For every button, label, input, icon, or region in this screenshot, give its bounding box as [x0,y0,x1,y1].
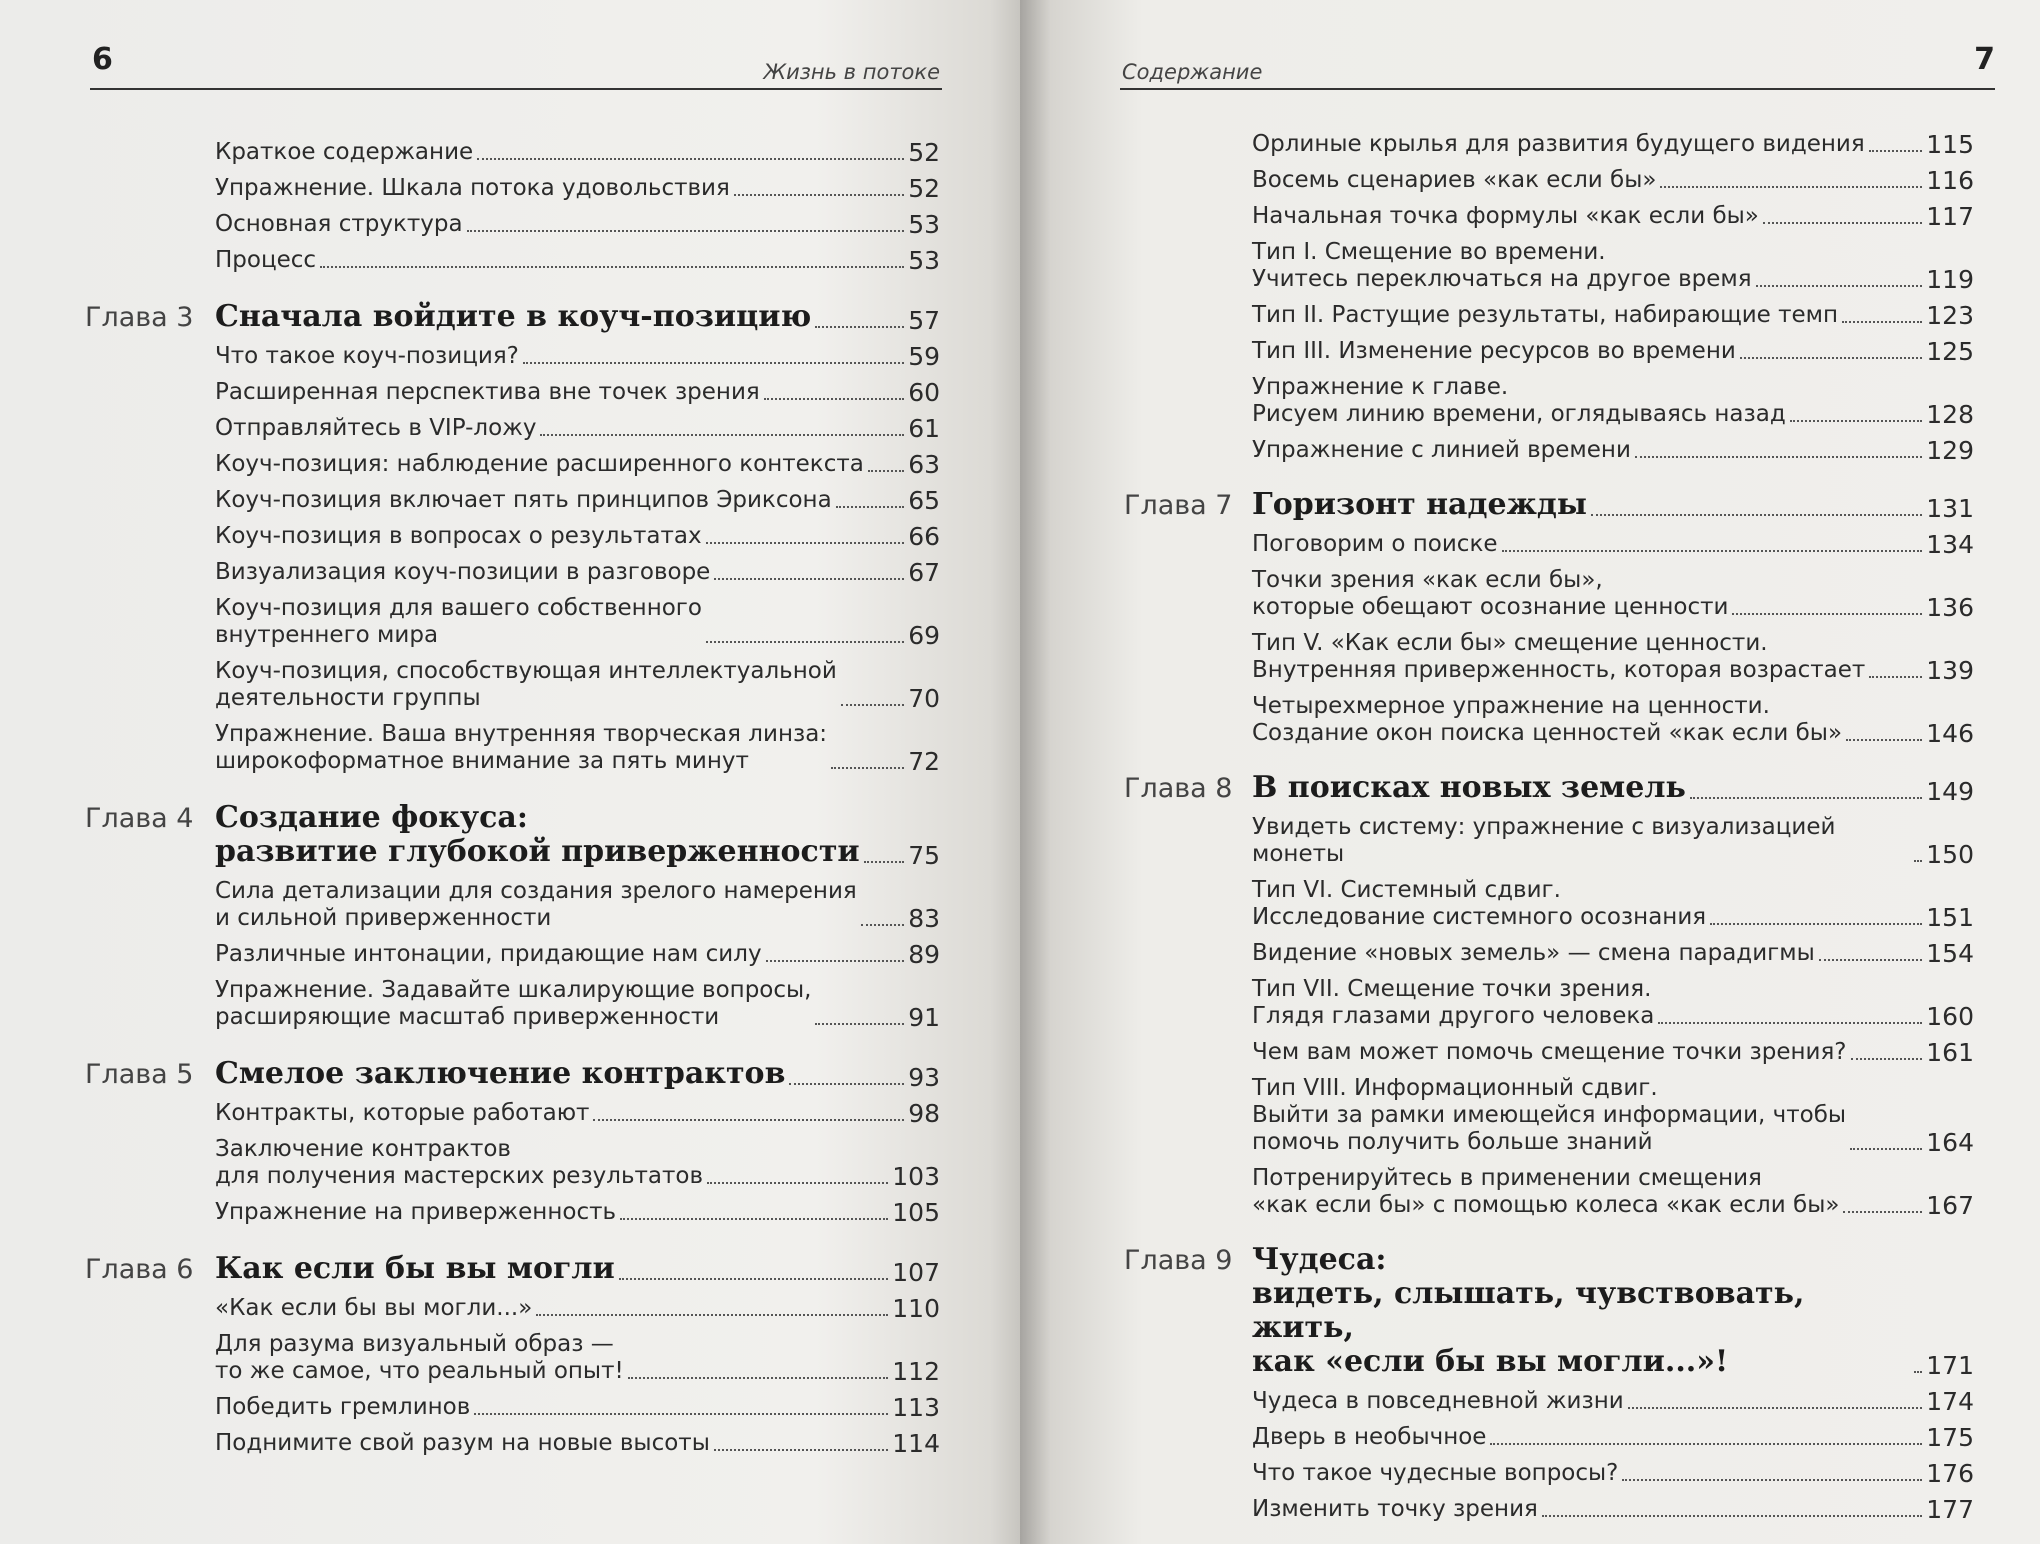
dot-leader [831,767,904,769]
dot-leader [620,1218,888,1220]
entry-title: Тип V. «Как если бы» смещение ценности. Внутренняя приверженность, которая возрастает [1252,630,1866,683]
page-number-ref: 128 [1926,400,1974,429]
entry-title: Различные интонации, придающие нам силу [215,941,762,967]
entry-title: Упражнение. Ваша внутренняя творческая линза: широкоформатное внимание за пять минут [215,721,828,774]
page-number-ref: 149 [1926,777,1974,806]
page-number-ref: 116 [1926,166,1974,195]
entry-title: Основная структура [215,211,463,237]
page-number-ref: 125 [1926,337,1974,366]
toc-entry [215,523,940,550]
entry-title: Тип VIII. Информационный сдвиг. Выйти за рамки имеющейся информации, чтобы помочь получить больше знаний [1252,1075,1847,1155]
toc-entry [1252,1039,1974,1066]
dot-leader [593,1119,904,1121]
toc-entry [1252,877,1974,931]
toc-entry [1252,338,1974,365]
chapter-label: Глава 7 [1124,490,1233,521]
entry-title: Тип VII. Смещение точки зрения. Глядя глазами другого человека [1252,976,1655,1029]
dot-leader [477,158,904,160]
entry-title: Потренируйтесь в применении смещения «как если бы» с помощью колеса «как если бы» [1252,1165,1840,1218]
toc-entry [1252,630,1974,684]
toc-entry [1252,814,1974,868]
entry-title: Процесс [215,247,317,273]
dot-leader [1628,1407,1923,1409]
page-number-ref: 57 [908,306,940,335]
dot-leader [540,434,904,436]
chapter-entry [85,1056,940,1092]
entry-title: Что такое коуч-позиция? [215,343,519,369]
toc-entry [1252,1165,1974,1219]
page-number-ref: 91 [908,1003,940,1032]
chapter-label: Глава 4 [85,803,194,834]
entry-title: Дверь в необычное [1252,1424,1487,1450]
page-number-ref: 154 [1926,939,1974,968]
toc-entry [215,415,940,442]
page-number-ref: 175 [1926,1423,1974,1452]
entry-title: Чем вам может помочь смещение точки зрения? [1252,1039,1847,1065]
page-number-ref: 136 [1926,593,1974,622]
dot-leader [861,924,904,926]
page-number-ref: 139 [1926,656,1974,685]
page-number-ref: 105 [892,1198,940,1227]
dot-leader [815,326,904,328]
dot-leader [1790,420,1923,422]
dot-leader [1542,1515,1922,1517]
entry-title: Чудеса в повседневной жизни [1252,1388,1624,1414]
dot-leader [1819,959,1923,961]
page-number-ref: 117 [1926,202,1974,231]
toc-entry [215,379,940,406]
page-number-ref: 160 [1926,1002,1974,1031]
dot-leader [1850,1148,1922,1150]
page-number-ref: 66 [908,522,940,551]
toc-entry [215,658,940,712]
toc-entry [215,1430,940,1457]
right-page [1020,0,2040,1544]
page-number-ref: 151 [1926,903,1974,932]
toc-entry [1252,531,1974,558]
page-number-ref: 53 [908,210,940,239]
running-head: Жизнь в потоке [763,60,940,84]
chapter-label: Глава 8 [1124,773,1233,804]
toc-entry [215,721,940,775]
dot-leader [1635,456,1922,458]
entry-title: Тип III. Изменение ресурсов во времени [1252,338,1736,364]
dot-leader [1732,613,1922,615]
dot-leader [864,861,905,863]
entry-title: Расширенная перспектива вне точек зрения [215,379,760,405]
page-number-ref: 134 [1926,530,1974,559]
dot-leader [707,1182,888,1184]
entry-title: Коуч-позиция для вашего собственного внутреннего мира [215,595,702,648]
chapter-title: Чудеса: видеть, слышать, чувствовать, жить, как «если бы вы могли...»! [1252,1242,1805,1379]
entry-title: Упражнение. Шкала потока удовольствия [215,175,730,201]
entry-title: Для разума визуальный образ — то же самое, что реальный опыт! [215,1331,624,1384]
dot-leader [1843,1211,1922,1213]
toc-entry [215,595,940,649]
dot-leader [1842,321,1922,323]
entry-title: Видение «новых земель» — смена парадигмы [1252,940,1815,966]
entry-title: Коуч-позиция: наблюдение расширенного контекста [215,451,864,477]
toc-entry [1252,302,1974,329]
toc-entry [215,977,940,1031]
toc-entry [1252,131,1974,158]
dot-leader [841,704,904,706]
page-number: 7 [1974,42,1995,77]
chapter-entry [1124,1242,1974,1380]
toc-entry [1252,567,1974,621]
page-number: 6 [92,42,113,77]
entry-title: Коуч-позиция включает пять принципов Эриксона [215,487,832,513]
entry-title: Орлиные крылья для развития будущего видения [1252,131,1865,157]
page-number-ref: 164 [1926,1128,1974,1157]
chapter-label: Глава 6 [85,1254,194,1285]
running-head: Содержание [1122,60,1263,84]
chapter-title: В поисках новых земель [1252,770,1686,805]
toc-entry [1252,976,1974,1030]
entry-title: Начальная точка формулы «как если бы» [1252,203,1759,229]
toc-entry [215,343,940,370]
toc-entry [1252,437,1974,464]
toc-entry [215,139,940,166]
entry-title: Тип I. Смещение во времени. Учитесь переключаться на другое время [1252,239,1752,292]
toc-entry [215,211,940,238]
page-number-ref: 123 [1926,301,1974,330]
header-rule [90,88,942,90]
chapter-label: Глава 9 [1124,1245,1233,1276]
page-number-ref: 119 [1926,265,1974,294]
page-number-ref: 60 [908,378,940,407]
page-number-ref: 131 [1926,494,1974,523]
chapter-title: Смелое заключение контрактов [215,1056,786,1091]
page-number-ref: 83 [908,904,940,933]
dot-leader [1869,150,1923,152]
chapter-entry [85,800,940,870]
entry-title: Коуч-позиция в вопросах о результатах [215,523,702,549]
page-number-ref: 114 [892,1429,940,1458]
chapter-entry [1124,487,1974,523]
page-number-ref: 75 [908,841,940,870]
dot-leader [523,362,904,364]
toc-entry [215,878,940,932]
dot-leader [1658,1022,1922,1024]
toc-entry [215,1199,940,1226]
toc-entry [1252,374,1974,428]
dot-leader [1622,1479,1922,1481]
entry-title: Что такое чудесные вопросы? [1252,1460,1619,1486]
dot-leader [1851,1058,1923,1060]
chapter-entry [85,1251,940,1287]
dot-leader [474,1413,888,1415]
entry-title: Тип II. Растущие результаты, набирающие темп [1252,302,1839,328]
entry-title: Упражнение. Задавайте шкалирующие вопросы, расширяющие масштаб приверженности [215,977,812,1030]
entry-title: Заключение контрактов для получения мастерских результатов [215,1136,704,1189]
toc-entry [215,1394,940,1421]
dot-leader [467,230,905,232]
toc-entry [1252,203,1974,230]
page-number-ref: 113 [892,1393,940,1422]
entry-title: Поднимите свой разум на новые высоты [215,1430,710,1456]
toc-entry [1252,1424,1974,1451]
dot-leader [1690,797,1922,799]
toc-entry [215,1295,940,1322]
dot-leader [764,398,904,400]
page-number-ref: 89 [908,940,940,969]
dot-leader [789,1083,904,1085]
entry-title: Сила детализации для создания зрелого намерения и сильной приверженности [215,878,857,931]
toc-entry [215,487,940,514]
dot-leader [1846,739,1922,741]
entry-title: Краткое содержание [215,139,474,165]
page-number-ref: 103 [892,1162,940,1191]
dot-leader [714,1449,888,1451]
page-number-ref: 52 [908,138,940,167]
page-number-ref: 107 [892,1258,940,1287]
entry-title: Упражнение на приверженность [215,1199,617,1225]
toc-entry [215,941,940,968]
page-number-ref: 129 [1926,436,1974,465]
page-number-ref: 70 [908,684,940,713]
chapter-title: Как если бы вы могли [215,1251,615,1286]
table-of-contents [1124,122,1974,1524]
chapter-title: Горизонт надежды [1252,487,1587,522]
page-number-ref: 69 [908,621,940,650]
entry-title: Увидеть систему: упражнение с визуализацией монеты [1252,814,1836,867]
page-number-ref: 171 [1926,1351,1974,1380]
dot-leader [734,194,904,196]
toc-entry [1252,1388,1974,1415]
entry-title: Упражнение к главе. Рисуем линию времени, оглядываясь назад [1252,374,1786,427]
dot-leader [1740,357,1922,359]
toc-entry [1252,239,1974,293]
dot-leader [1756,285,1923,287]
dot-leader [868,470,904,472]
entry-title: Четырехмерное упражнение на ценности. Создание окон поиска ценностей «как если бы» [1252,693,1843,746]
page-number-ref: 53 [908,246,940,275]
entry-title: Изменить точку зрения [1252,1496,1538,1522]
dot-leader [706,542,905,544]
entry-title: Поговорим о поиске [1252,531,1498,557]
table-of-contents [85,130,940,1458]
dot-leader [320,266,904,268]
page-number-ref: 176 [1926,1459,1974,1488]
page-number-ref: 167 [1926,1191,1974,1220]
page-number-ref: 174 [1926,1387,1974,1416]
entry-title: Отправляйтесь в VIP-ложу [215,415,537,441]
page-number-ref: 161 [1926,1038,1974,1067]
page-number-ref: 177 [1926,1495,1974,1524]
entry-title: Победить гремлинов [215,1394,471,1420]
toc-entry [215,1136,940,1190]
entry-title: Коуч-позиция, способствующая интеллектуальной деятельности группы [215,658,837,711]
page-number-ref: 52 [908,174,940,203]
chapter-label: Глава 5 [85,1059,194,1090]
dot-leader [1869,676,1922,678]
dot-leader [766,960,905,962]
dot-leader [1660,186,1922,188]
toc-entry [215,247,940,274]
toc-entry [1252,1075,1974,1156]
dot-leader [536,1314,888,1316]
dot-leader [619,1278,888,1280]
dot-leader [628,1377,889,1379]
toc-entry [1252,940,1974,967]
dot-leader [706,641,904,643]
dot-leader [1914,860,1922,862]
chapter-title: Создание фокуса: развитие глубокой приверженности [215,800,860,869]
page-number-ref: 59 [908,342,940,371]
chapter-entry [1124,770,1974,806]
dot-leader [1914,1371,1922,1373]
toc-entry [1252,693,1974,747]
page-number-ref: 65 [908,486,940,515]
dot-leader [1591,514,1922,516]
dot-leader [836,506,905,508]
chapter-entry [85,299,940,335]
page-number-ref: 93 [908,1063,940,1092]
dot-leader [1502,550,1923,552]
chapter-label: Глава 3 [85,302,194,333]
page-number-ref: 98 [908,1099,940,1128]
page-number-ref: 115 [1926,130,1974,159]
page-number-ref: 72 [908,747,940,776]
toc-entry [215,559,940,586]
toc-entry [215,451,940,478]
dot-leader [1763,222,1922,224]
dot-leader [714,578,904,580]
page-number-ref: 146 [1926,719,1974,748]
entry-title: Восемь сценариев «как если бы» [1252,167,1657,193]
page-number-ref: 61 [908,414,940,443]
toc-entry [1252,1460,1974,1487]
toc-entry [215,175,940,202]
dot-leader [815,1023,904,1025]
entry-title: Точки зрения «как если бы», которые обещают осознание ценности [1252,567,1729,620]
toc-entry [1252,167,1974,194]
page-number-ref: 112 [892,1357,940,1386]
dot-leader [1710,923,1922,925]
page-number-ref: 63 [908,450,940,479]
chapter-title: Сначала войдите в коуч-позицию [215,299,812,334]
toc-entry [215,1100,940,1127]
page-number-ref: 110 [892,1294,940,1323]
page-number-ref: 150 [1926,840,1974,869]
header-rule [1120,88,1995,90]
entry-title: Контракты, которые работают [215,1100,590,1126]
entry-title: Упражнение с линией времени [1252,437,1631,463]
dot-leader [1490,1443,1922,1445]
page-number-ref: 67 [908,558,940,587]
entry-title: «Как если бы вы могли...» [215,1295,533,1321]
entry-title: Визуализация коуч-позиции в разговоре [215,559,711,585]
toc-entry [1252,1496,1974,1523]
entry-title: Тип VI. Системный сдвиг. Исследование системного осознания [1252,877,1707,930]
toc-entry [215,1331,940,1385]
